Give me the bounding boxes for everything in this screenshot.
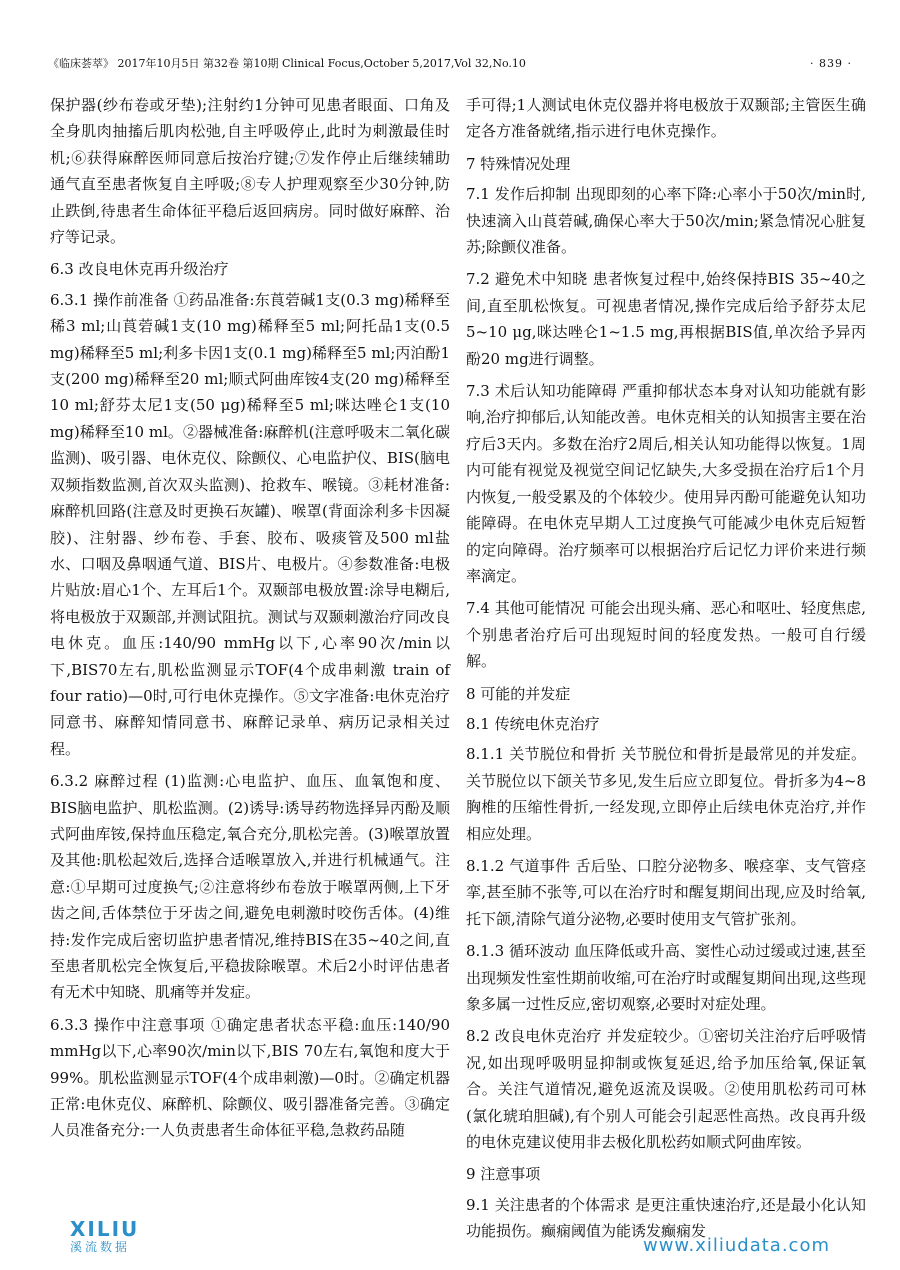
paragraph: 7.3 术后认知功能障碍 严重抑郁状态本身对认知功能就有影响,治疗抑郁后,认知能改善。电休克相关的认知损害主要在治疗后3天内。多数在治疗2周后,相关认知功能得以恢复。1周内可能有视觉及视觉空间记忆缺失,大多受损在治疗后1个月内恢复,一般受累及的个体较少。使用异丙酚可能避免认知功能障碍。在电休克早期人工过度换气可能减少电休克后短暂的定向障碍。治疗频率可以根据治疗后记忆力评价来进行频率滴定。 xyxy=(466,382,866,585)
paragraph: 9.1 关注患者的个体需求 是更注重快速治疗,还是最小化认知功能损伤。癫痫阈值为能诱发癫痫发 xyxy=(466,1195,866,1241)
paragraph: 保护器(纱布卷或牙垫);注射约1分钟可见患者眼面、口角及全身肌肉抽搐后肌肉松弛,自主呼吸停止,此时为刺激最佳时机;⑥获得麻醉医师同意后按治疗键;⑦发作停止后继续辅助通气直至患者恢复自主呼吸;⑧专人护理观察至少30分钟,防止跌倒,待患者生命体征平稳后返回病房。同时做好麻醉、治疗等记录。 xyxy=(50,96,450,247)
paragraph: 8.1.3 循环波动 血压降低或升高、窦性心动过缓或过速,甚至出现频发性室性期前收缩,可在治疗时或醒复期间出现,这些现象多属一过性反应,密切观察,必要时对症处理。 xyxy=(466,942,866,1013)
paragraph: 8.1.1 关节脱位和骨折 关节脱位和骨折是最常见的并发症。关节脱位以下颌关节多见,发生后应立即复位。骨折多为4~8胸椎的压缩性骨折,一经发现,立即停止后续电休克治疗,并作相应处理。 xyxy=(466,745,866,843)
paragraph: 6.3.2 麻醉过程 (1)监测:心电监护、血压、血氧饱和度、BIS脑电监护、肌松监测。(2)诱导:诱导药物选择异丙酚及顺式阿曲库铵,保持血压稳定,氧合充分,肌松完善。(3)喉罩放置及其他:肌松起效后,选择合适喉罩放入,并进行机械通气。注意:①早期可过度换气;②注意将纱布卷放于喉罩两侧,上下牙齿之间,舌体禁位于牙齿之间,避免电刺激时咬伤舌体。(4)维持:发作完成后密切监护患者情况,维持BIS在35~40之间,直至患者肌松完全恢复后,平稳拔除喉罩。术后2小时评估患者有无术中知晓、肌痛等并发症。 xyxy=(50,772,450,1002)
paragraph: 7.1 发作后抑制 出现即刻的心率下降:心率小于50次/min时,快速滴入山莨菪碱,确保心率大于50次/min;紧急情况心脏复苏;除颤仪准备。 xyxy=(466,185,866,257)
right-column xyxy=(466,92,866,1241)
paragraph: 8.2 改良电休克治疗 并发症较少。①密切关注治疗后呼吸情况,如出现呼吸明显抑制或恢复延迟,给予加压给氧,保证氧合。关注气道情况,避免返流及误吸。②使用肌松药司可林(氯化琥珀胆碱),有个别人可能会引起恶性高热。改良再升级的电休克建议使用非去极化肌松药如顺式阿曲库铵。 xyxy=(466,1027,866,1152)
paragraph: 6.3.1 操作前准备 ①药品准备:东莨菪碱1支(0.3 mg)稀释至稀3 ml;山莨菪碱1支(10 mg)稀释至5 ml;阿托品1支(0.5 mg)稀释至5 ml;利多卡因1支(0.1 mg)稀释至5 ml;丙泊酚1支(200 mg)稀释至20 ml;顺式阿曲库铵4支(20 mg)稀释至10 ml;舒芬太尼1支(50 μg)稀释至5 ml;咪达唑仑1支(10 mg)稀释至10 ml。②器械准备:麻醉机(注意呼吸末二氧化碳监测)、吸引器、电休克仪、除颤仪、心电监护仪、BIS(脑电双频指数监测,首次双头监测)、抢救车、喉镜。③耗材准备:麻醉机回路(注意及时更换石灰罐)、喉罩(背面涂利多卡因凝胶)、注射器、纱布卷、手套、胶布、吸痰管及500 ml盐水、口咽及鼻咽通气道、BIS片、电极片。④参数准备:电极片贴放:眉心1个、左耳后1个。双颞部电极放置:涂导电糊后,将电极放于双颞部,并测试阻抗。测试与双颞刺激治疗同改良电休克。血压:140/90 mmHg以下,心率90次/min以下,BIS70左右,肌松监测显示TOF(4个成串刺激 train of four ratio)—0时,可行电休克操作。⑤文字准备:电休克治疗同意书、麻醉知情同意书、麻醉记录单、病历记录相关过程。 xyxy=(50,290,450,758)
running-header xyxy=(48,54,852,74)
left-column xyxy=(50,92,450,1222)
footer-url: www.xiliudata.com xyxy=(642,1235,830,1256)
paragraph: 7.4 其他可能情况 可能会出现头痛、恶心和呕吐、轻度焦虑,个别患者治疗后可出现短时间的轻度发热。一般可自行缓解。 xyxy=(466,599,866,671)
page-number: · 839 · xyxy=(810,57,852,70)
section-heading: 8 可能的并发症 xyxy=(466,684,571,703)
paragraph: 8.1.2 气道事件 舌后坠、口腔分泌物多、喉痉挛、支气管痉挛,甚至肺不张等,可以在治疗时和醒复期间出现,应及时给氧,托下颌,清除气道分泌物,必要时使用支气管扩张剂。 xyxy=(466,856,866,928)
subsection-heading: 8.1 传统电休克治疗 xyxy=(466,714,600,733)
xiliu-logo xyxy=(70,1218,180,1258)
logo-text: XILIU xyxy=(70,1217,140,1241)
section-heading: 9 注意事项 xyxy=(466,1165,541,1184)
section-heading: 7 特殊情况处理 xyxy=(466,154,571,173)
paragraph: 手可得;1人测试电休克仪器并将电极放于双颞部;主管医生确定各方准备就绪,指示进行电休克操作。 xyxy=(466,96,866,141)
paragraph: 6.3.3 操作中注意事项 ①确定患者状态平稳:血压:140/90 mmHg以下,心率90次/min以下,BIS 70左右,氧饱和度大于99%。肌松监测显示TOF(4个成串刺激)—0时。②确定机器正常:电休克仪、麻醉机、除颤仪、吸引器准备完善。③确定人员准备充分:一人负责患者生命体征平稳,急救药品随 xyxy=(50,1015,450,1140)
paragraph: 7.2 避免术中知晓 患者恢复过程中,始终保持BIS 35~40之间,直至肌松恢复。可视患者情况,操作完成后给予舒芬太尼5~10 μg,咪达唑仑1~1.5 mg,再根据BIS值,单次给予异丙酚20 mg进行调整。 xyxy=(466,270,866,368)
section-heading: 6.3 改良电休克再升级治疗 xyxy=(50,260,229,279)
journal-citation: 《临床荟萃》 2017年10月5日 第32卷 第10期 Clinical Focus,October 5,2017,Vol 32,No.10 xyxy=(48,57,526,70)
logo-subtitle: 溪流数据 xyxy=(70,1240,131,1254)
